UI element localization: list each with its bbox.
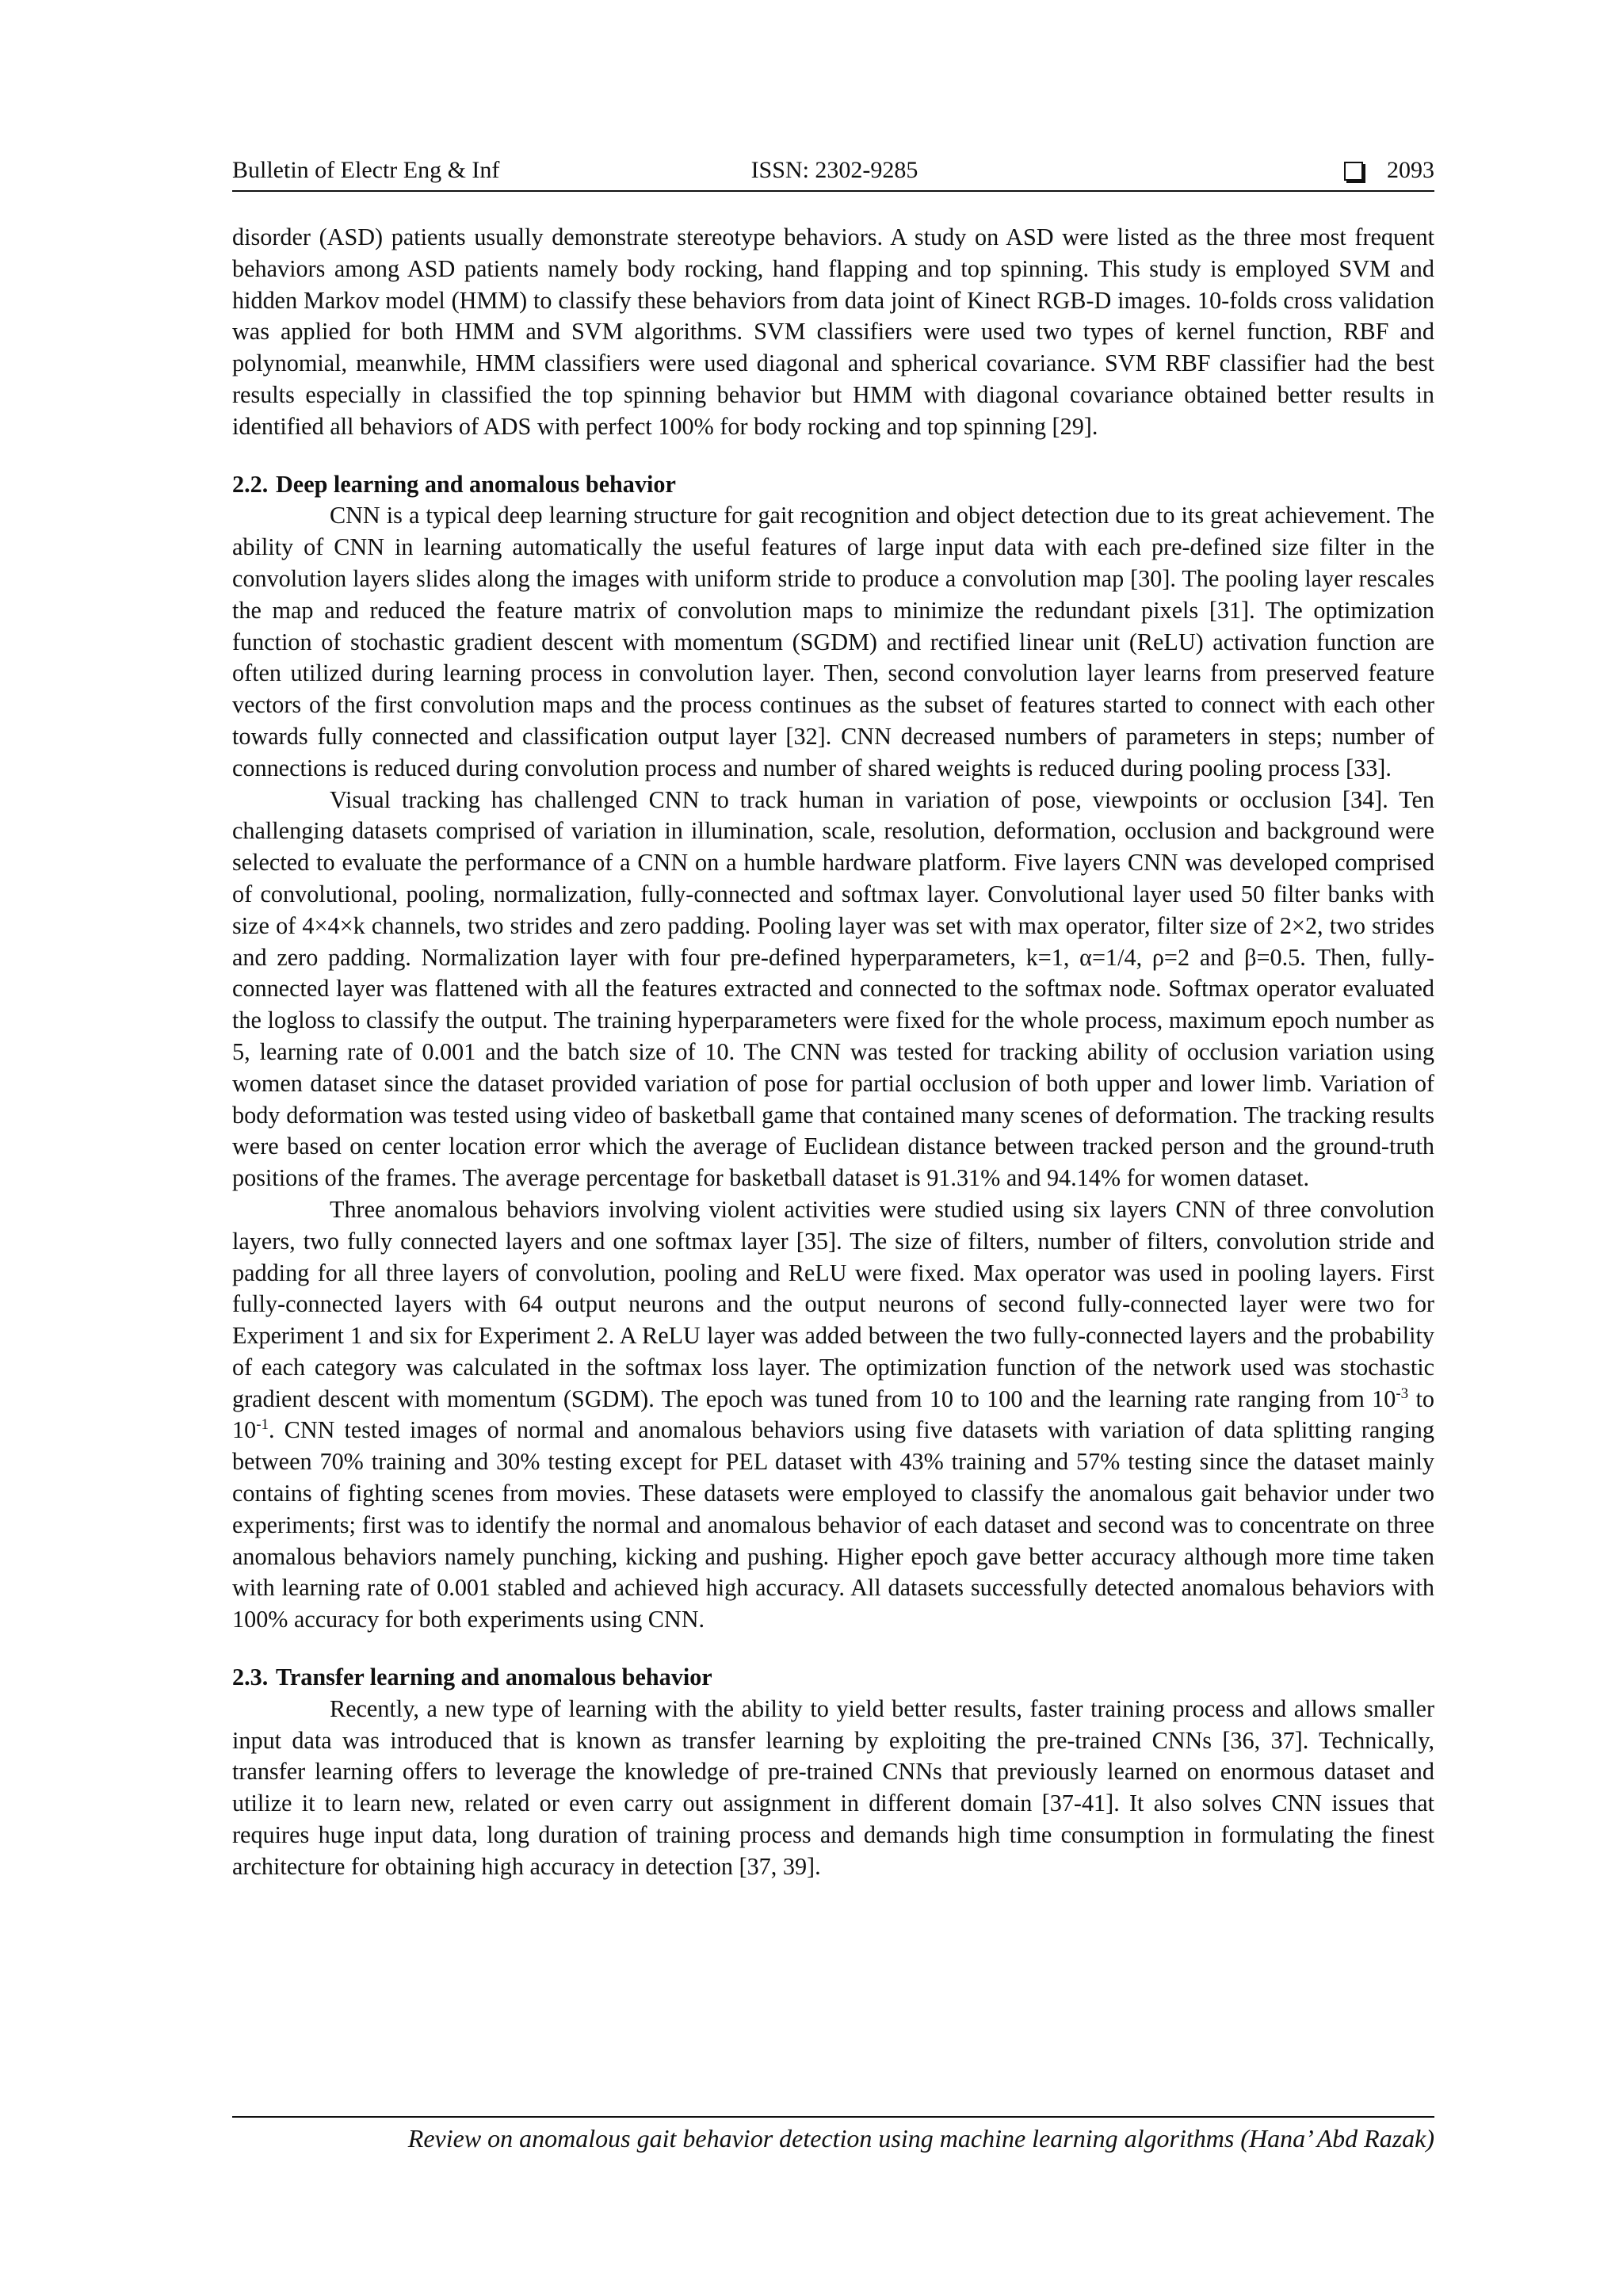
superscript-exponent: -1 (256, 1416, 269, 1434)
footer-divider (232, 2116, 1434, 2118)
section-title: Deep learning and anomalous behavior (276, 470, 676, 498)
paragraph-transfer-learning: Recently, a new type of learning with the ability to yield better results, faster training process and allows smaller input data was introduced that is known as transfer learning by exploiting the pre-trained CNNs [36, 37]. Technically, transfer learning offers to leverage the knowledge of pre-trained CNNs that previously learned on enormous dataset and utilize it to learn new, related or even carry out assignment in different domain [37-41]. It also solves CNN issues that requires huge input data, long duration of training process and demands high time consumption in formulating the finest architecture for obtaining high accuracy in detection [37, 39]. (232, 1694, 1434, 1880)
running-header (232, 152, 1434, 189)
paragraph-text-part: . CNN tested images of normal and anomalous behaviors using five datasets with variation of data splitting ranging between 70% training and 30% testing except for PEL dataset with 43% training and 57% testing since the dataset mainly contains of fighting scenes from movies. These datasets were employed to classify the anomalous gait behavior under two experiments; first was to identify the normal and anomalous behavior of each dataset and second was to concentrate on three anomalous behaviors namely punching, kicking and pushing. Higher epoch gave better accuracy although more time taken with learning rate of 0.001 stabled and achieved high accuracy. All datasets successfully detected anomalous behaviors with 100% accuracy for both experiments using CNN. (232, 1416, 1434, 1633)
paragraph-asd-study: disorder (ASD) patients usually demonstrate stereotype behaviors. A study on ASD were listed as the three most frequent behaviors among ASD patients namely body rocking, hand flapping and top spinning. This study is employed SVM and hidden Markov model (HMM) to classify these behaviors from data joint of Kinect RGB-D images. 10-folds cross validation was applied for both HMM and SVM algorithms. SVM classifiers were used two types of kernel function, RBF and polynomial, meanwhile, HMM classifiers were used diagonal and spherical covariance. SVM RBF classifier had the best results especially in classified the top spinning behavior but HMM with diagonal covariance obtained better results in identified all behaviors of ADS with perfect 100% for body rocking and top spinning [29]. (232, 223, 1434, 440)
issn-label: ISSN: 2302-9285 (750, 157, 918, 183)
section-heading-2-2 (232, 469, 1434, 501)
superscript-exponent: -3 (1396, 1385, 1409, 1402)
paragraph-text-part: Three anomalous behaviors involving violent activities were studied using six layers CNN of three convolution layers, two fully connected layers and one softmax layer [35]. The size of filters, number of filters, convolution stride and padding for all three layers of convolution, pooling and ReLU were fixed. Max operator was used in pooling layers. First fully-connected layers with 64 output neurons and the output neurons of second fully-connected layer were two for Experiment 1 and six for Experiment 2. A ReLU layer was added between the two fully-connected layers and the probability of each category was calculated in the softmax loss layer. The optimization function of the network used was stochastic gradient descent with momentum (SGDM). The epoch was tuned from 10 to 100 and the learning rate ranging from 10 (232, 1195, 1434, 1412)
page-number-group (1344, 152, 1434, 189)
section-heading-2-3 (232, 1662, 1434, 1694)
header-divider (232, 190, 1434, 192)
section-title: Transfer learning and anomalous behavior (276, 1664, 712, 1691)
paragraph-visual-tracking: Visual tracking has challenged CNN to track human in variation of pose, viewpoints or occlusion [34]. Ten challenging datasets comprised of variation in illumination, scale, resolution, deformation, occlusion and background were selected to evaluate the performance of a CNN on a humble hardware platform. Five layers CNN was developed comprised of convolutional, pooling, normalization, fully-connected and softmax layer. Convolutional layer used 50 filter banks with size of 4×4×k channels, two strides and zero padding. Pooling layer was set with max operator, filter size of 2×2, two strides and zero padding. Normalization layer with four pre-defined hyperparameters, k=1, α=1/4, ρ=2 and β=0.5. Then, fully-connected layer was flattened with all the features extracted and connected to the softmax node. Softmax operator evaluated the logloss to classify the output. The training hyperparameters were fixed for the whole process, maximum epoch number as 5, learning rate of 0.001 and the batch size of 10. The CNN was tested for tracking ability of occlusion variation using women dataset since the dataset provided variation of pose for partial occlusion of both upper and lower limb. Variation of body deformation was tested using video of basketball game that contained many scenes of deformation. The tracking results were based on center location error which the average of Euclidean distance between tracked person and the ground-truth positions of the frames. The average percentage for basketball dataset is 91.31% and 94.14% for women dataset. (232, 785, 1434, 1192)
paragraph-cnn-intro: CNN is a typical deep learning structure for gait recognition and object detection due to its great achievement. The ability of CNN in learning automatically the useful features of large input data with each pre-defined size filter in the convolution layers slides along the images with uniform stride to produce a convolution map [30]. The pooling layer rescales the map and reduced the feature matrix of convolution maps to minimize the redundant pixels [31]. The optimization function of stochastic gradient descent with momentum (SGDM) and rectified linear unit (ReLU) activation function are often utilized during learning process in convolution layer. Then, second convolution layer learns from preserved feature vectors of the first convolution maps and the process continues as the subset of features started to connect with each other towards fully connected and classification output layer [32]. CNN decreased numbers of parameters in steps; number of connections is reduced during convolution process and number of shared weights is reduced during pooling process [33]. (232, 502, 1434, 781)
running-footer: Review on anomalous gait behavior detection using machine learning algorithms (Hana’ Abd Razak) (407, 2124, 1434, 2153)
paragraph-text-part: to 10 (232, 1385, 1434, 1444)
page-number: 2093 (1387, 157, 1434, 183)
article-body (232, 222, 1434, 1883)
section-number: 2.3. (232, 1664, 269, 1691)
square-box-icon (1344, 162, 1363, 181)
section-number: 2.2. (232, 470, 269, 498)
paragraph-violent-activities (232, 1194, 1434, 1636)
journal-name: Bulletin of Electr Eng & Inf (232, 157, 500, 183)
